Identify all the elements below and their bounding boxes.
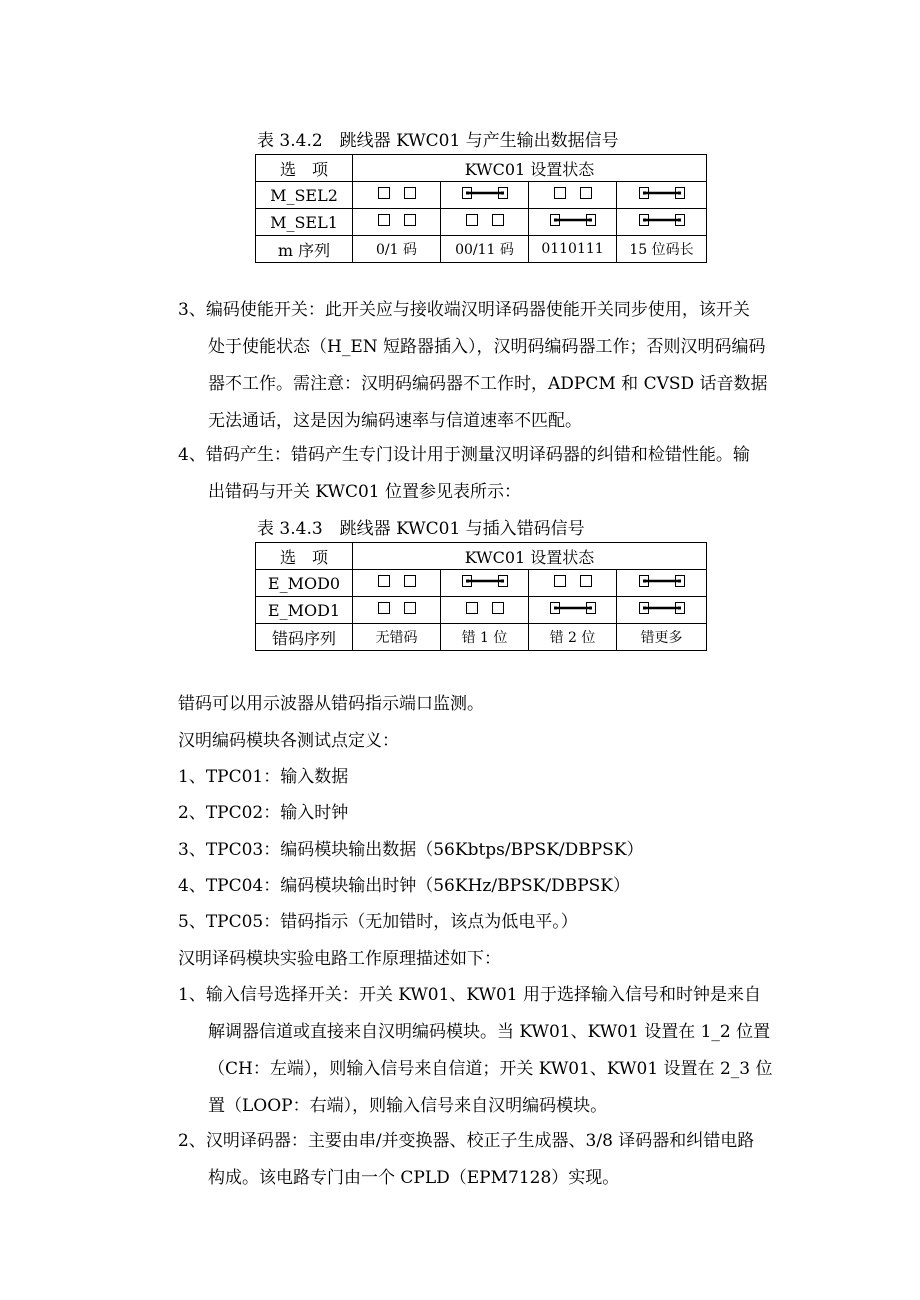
table1 — [255, 154, 707, 263]
jumper-icon — [549, 573, 597, 593]
text-line: 4、错码产生：错码产生专门设计用于测量汉明译码器的纠错和检错性能。输 — [178, 445, 750, 465]
jumper-cell — [353, 570, 441, 597]
decoder-item1 — [178, 977, 818, 1125]
monitor-text: 错码可以用示波器从错码指示端口监测。 — [178, 694, 484, 714]
jumper-cell — [617, 182, 707, 209]
jumper-icon — [461, 600, 509, 620]
jumper-cell — [353, 182, 441, 209]
jumper-cell — [441, 570, 529, 597]
tp-item: 1、TPC01：输入数据 — [178, 767, 349, 787]
table1-row-label: M_SEL2 — [256, 182, 353, 209]
tp-item: 2、TPC02：输入时钟 — [178, 803, 349, 823]
table2-caption: 表 3.4.3 跳线器 KWC01 与插入错码信号 — [257, 519, 585, 539]
table2-footer-value: 错更多 — [617, 624, 707, 651]
decoder-title: 汉明译码模块实验电路工作原理描述如下： — [178, 949, 501, 969]
jumper-cell — [441, 597, 529, 624]
jumper-icon — [636, 573, 688, 593]
jumper-cell — [529, 209, 617, 236]
jumper-icon — [373, 212, 421, 232]
table1-header-option: 选 项 — [256, 155, 353, 182]
decoder-item2 — [178, 1123, 818, 1197]
jumper-icon — [373, 573, 421, 593]
jumper-cell — [353, 209, 441, 236]
jumper-cell — [441, 209, 529, 236]
table1-caption: 表 3.4.2 跳线器 KWC01 与产生输出数据信号 — [257, 131, 619, 151]
text-line: 解调器信道或直接来自汉明编码模块。当 KW01、KW01 设置在 1_2 位置 — [208, 1022, 771, 1042]
tp-item: 5、TPC05：错码指示（无加错时，该点为低电平。） — [178, 912, 578, 932]
item4-paragraph — [178, 437, 818, 511]
jumper-icon — [461, 212, 509, 232]
jumper-icon — [373, 600, 421, 620]
table1-footer-value: 0110111 — [529, 236, 617, 263]
jumper-icon — [459, 185, 511, 205]
jumper-icon — [636, 212, 688, 232]
table2-header-option: 选 项 — [256, 543, 353, 570]
text-line: 器不工作。需注意：汉明码编码器不工作时，ADPCM 和 CVSD 话音数据 — [208, 374, 768, 394]
jumper-cell — [441, 182, 529, 209]
text-line: 出错码与开关 KWC01 位置参见表所示： — [208, 482, 522, 502]
table2 — [255, 542, 707, 651]
table2-footer-value: 错 2 位 — [529, 624, 617, 651]
table1-footer-label: m 序列 — [256, 236, 353, 263]
jumper-icon — [549, 185, 597, 205]
jumper-icon — [459, 573, 511, 593]
text-line: 2、汉明译码器：主要由串/并变换器、校正子生成器、3/8 译码器和纠错电路 — [178, 1131, 755, 1151]
text-line: 构成。该电路专门由一个 CPLD（EPM7128）实现。 — [208, 1168, 620, 1188]
tp-item: 4、TPC04：编码模块输出时钟（56KHz/BPSK/DBPSK） — [178, 876, 630, 896]
tp-item: 3、TPC03：编码模块输出数据（56Kbtps/BPSK/DBPSK） — [178, 840, 644, 860]
text-line: 3、编码使能开关：此开关应与接收端汉明译码器使能开关同步使用，该开关 — [178, 300, 750, 320]
table2-footer-value: 无错码 — [353, 624, 441, 651]
jumper-cell — [529, 597, 617, 624]
table1-header-state: KWC01 设置状态 — [353, 155, 707, 182]
jumper-cell — [617, 209, 707, 236]
table1-footer-value: 15 位码长 — [617, 236, 707, 263]
item3-paragraph — [178, 292, 818, 440]
table1-footer-value: 0/1 码 — [353, 236, 441, 263]
jumper-cell — [529, 182, 617, 209]
table2-row-label: E_MOD1 — [256, 597, 353, 624]
text-line: （CH：左端），则输入信号来自信道；开关 KW01、KW01 设置在 2_3 位 — [208, 1059, 773, 1079]
table2-row-label: E_MOD0 — [256, 570, 353, 597]
table2-footer-value: 错 1 位 — [441, 624, 529, 651]
text-line: 处于使能状态（H_EN 短路器插入），汉明码编码器工作；否则汉明码编码 — [208, 337, 766, 357]
jumper-icon — [636, 185, 688, 205]
encoder-tp-title: 汉明编码模块各测试点定义： — [178, 731, 399, 751]
jumper-icon — [636, 600, 688, 620]
table1-footer-value: 00/11 码 — [441, 236, 529, 263]
jumper-icon — [547, 212, 599, 232]
table2-header-state: KWC01 设置状态 — [353, 543, 707, 570]
jumper-cell — [617, 597, 707, 624]
jumper-cell — [617, 570, 707, 597]
text-line: 1、输入信号选择开关：开关 KW01、KW01 用于选择输入信号和时钟是来自 — [178, 985, 762, 1005]
text-line: 无法通话，这是因为编码速率与信道速率不匹配。 — [208, 411, 582, 431]
jumper-icon — [373, 185, 421, 205]
text-line: 置（LOOP：右端），则输入信号来自汉明编码模块。 — [208, 1096, 608, 1116]
table2-footer-label: 错码序列 — [256, 624, 353, 651]
jumper-icon — [547, 600, 599, 620]
jumper-cell — [529, 570, 617, 597]
jumper-cell — [353, 597, 441, 624]
table1-row-label: M_SEL1 — [256, 209, 353, 236]
